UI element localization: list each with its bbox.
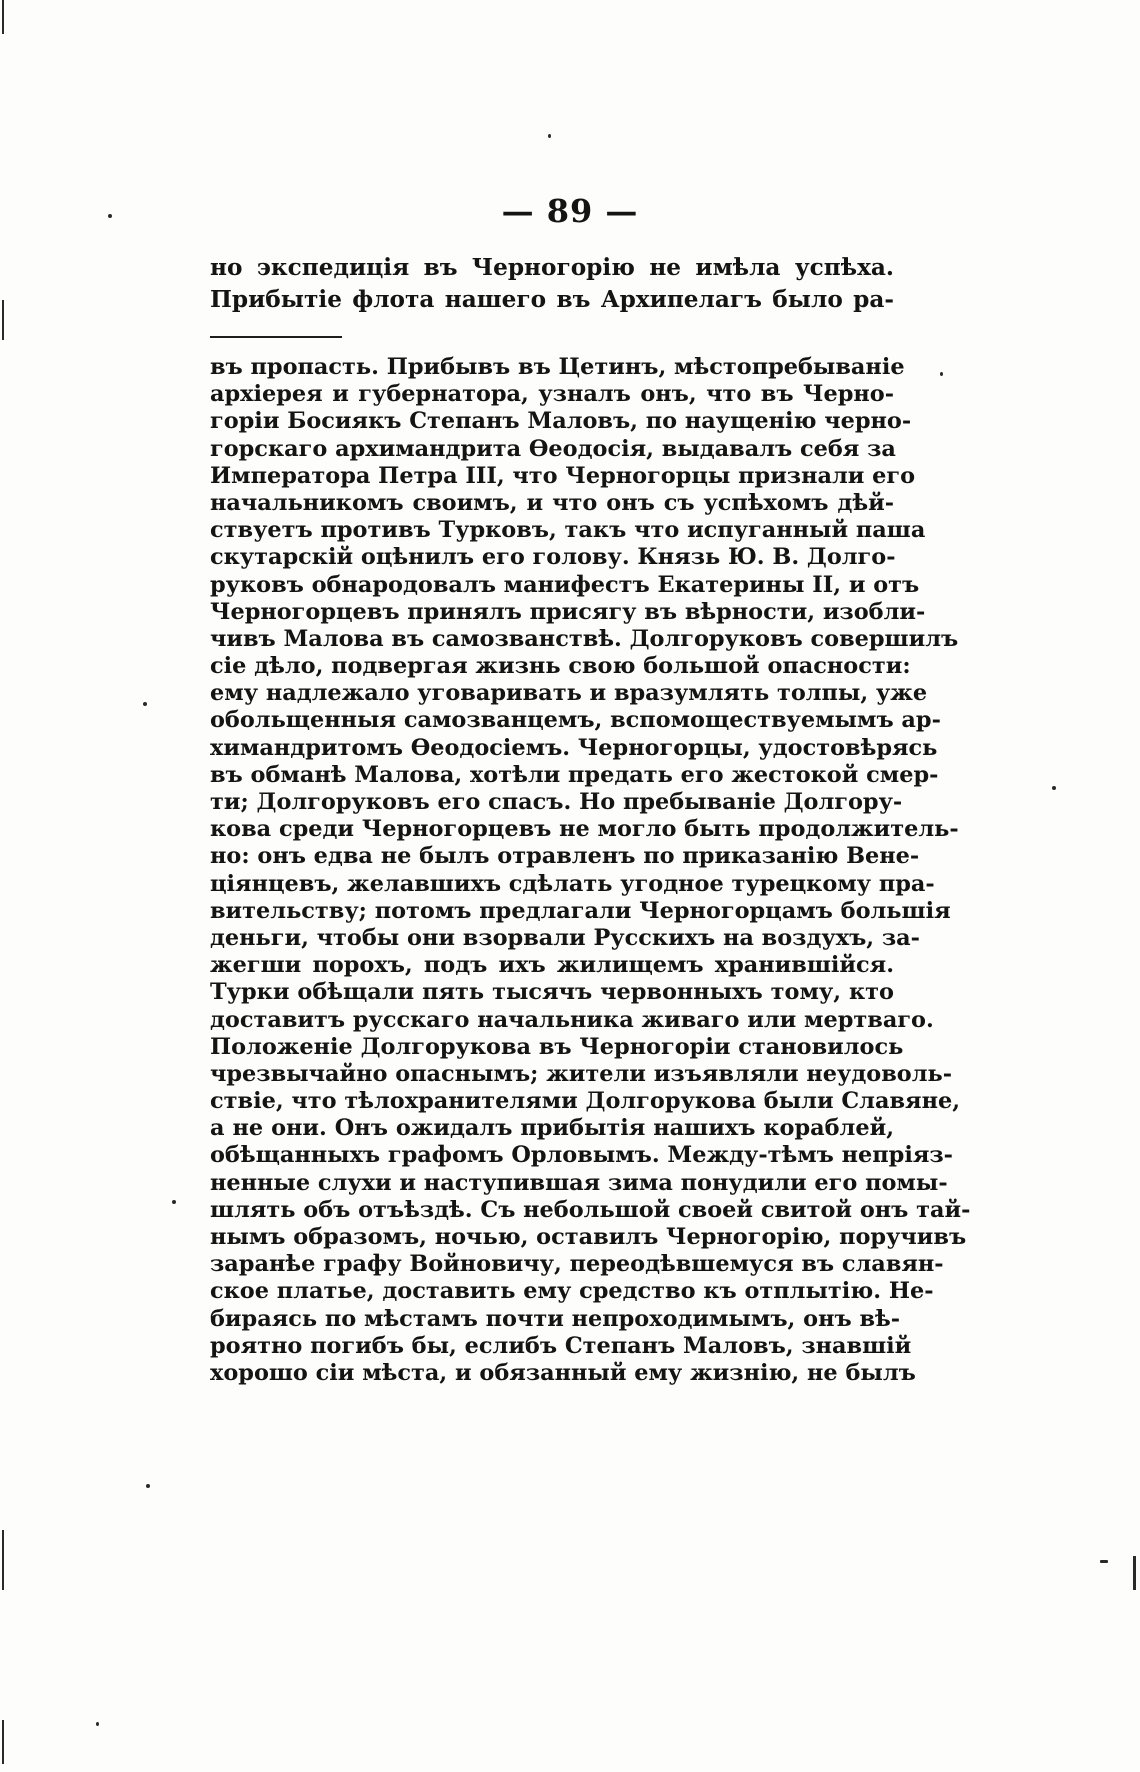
footnote-line: архіерея и губернатора, узналъ онъ, что въ Черно- bbox=[210, 381, 894, 408]
footnote-line: химандритомъ Ѳеодосіемъ. Черногорцы, удостовѣрясь bbox=[210, 734, 938, 761]
footnote-line: Черногорцевъ принялъ присягу въ вѣрности, изобли- bbox=[210, 598, 926, 625]
footnote-line: ти; Долгоруковъ его спасъ. Но пребываніе Долгору- bbox=[210, 789, 903, 815]
footnote-line: обольщенныя самозванцемъ, вспомоществуемымъ ар- bbox=[210, 707, 941, 734]
scan-edge-mark bbox=[1133, 1556, 1136, 1590]
scan-edge-mark bbox=[2, 300, 4, 340]
scan-speck bbox=[1052, 786, 1056, 790]
footnote-line: роятно погибъ бы, еслибъ Степанъ Маловъ, знавшій bbox=[210, 1332, 912, 1359]
footnote-line: начальникомъ своимъ, и что онъ съ успѣхомъ дѣй- bbox=[210, 489, 894, 516]
page-number: — 89 — bbox=[501, 192, 639, 230]
footnote-line: жегши порохъ, подъ ихъ жилищемъ хранившійся. bbox=[210, 952, 894, 979]
scan-speck bbox=[940, 372, 943, 376]
footnote-line: ское платье, доставить ему средство къ отплытію. Не- bbox=[210, 1278, 934, 1305]
scan-edge-mark bbox=[2, 1530, 4, 1590]
footnote-line: ему надлежало уговаривать и вразумлять толпы, уже bbox=[210, 680, 928, 707]
scan-speck bbox=[1100, 1560, 1108, 1563]
footnote-line: хорошо сіи мѣста, и обязанный ему жизнію, не былъ bbox=[210, 1359, 916, 1386]
footnote-line: чрезвычайно опаснымъ; жители изъявляли неудоволь- bbox=[210, 1060, 952, 1087]
scan-edge-mark bbox=[2, 0, 4, 34]
footnote-line: а не они. Онъ ожидалъ прибытія нашихъ кораблей, bbox=[210, 1115, 894, 1142]
footnote-line: деньги, чтобы они взорвали Русскихъ на воздухъ, за- bbox=[210, 924, 920, 951]
footnote-line: горіи Босиякъ Степанъ Маловъ, по наущенію черно- bbox=[210, 408, 912, 435]
scan-speck bbox=[172, 1200, 176, 1204]
footnote-line: заранѣе графу Войновичу, переодѣвшемуся въ славян- bbox=[210, 1251, 944, 1278]
text-line: но экспедиція въ Черногорію не имѣла успѣха. bbox=[210, 254, 894, 281]
scan-edge-mark bbox=[2, 1720, 4, 1764]
footnote-line: вительству; потомъ предлагали Черногорцамъ большія bbox=[210, 897, 951, 924]
footnote-line: бираясь по мѣстамъ почти непроходимымъ, онъ вѣ- bbox=[210, 1305, 901, 1332]
footnote-line: въ обманѣ Малова, хотѣли предать его жестокой смер- bbox=[210, 761, 939, 788]
text-line: Прибытіе флота нашего въ Архипелагъ было ра- bbox=[210, 286, 894, 313]
footnote-line: ненные слухи и наступившая зима понудили его помы- bbox=[210, 1169, 948, 1196]
footnote-line: ціянцевъ, желавшихъ сдѣлать угодное турецкому пра- bbox=[210, 870, 935, 897]
footnote-line: доставитъ русскаго начальника живаго или мертваго. bbox=[210, 1006, 934, 1033]
footnote-separator bbox=[210, 336, 342, 338]
footnote-line: въ пропасть. Прибывъ въ Цетинъ, мѣстопребываніе bbox=[210, 354, 905, 380]
footnote-line: сіе дѣло, подвергая жизнь свою большой опасности: bbox=[210, 653, 911, 680]
scan-speck bbox=[146, 1484, 150, 1488]
footnote-line: шлять объ отъѣздѣ. Съ небольшой своей свитой онъ тай- bbox=[210, 1196, 971, 1223]
main-text-continuation bbox=[210, 252, 894, 316]
footnote-line: руковъ обнародовалъ манифестъ Екатерины II, и отъ bbox=[210, 571, 920, 598]
scan-speck bbox=[548, 134, 551, 138]
footnote-line: чивъ Малова въ самозванствѣ. Долгоруковъ совершилъ bbox=[210, 625, 959, 652]
scan-speck bbox=[108, 214, 112, 218]
footnote-line: Императора Петра III, что Черногорцы признали его bbox=[210, 462, 916, 489]
footnote-line: ствіе, что тѣлохранителями Долгорукова были Славяне, bbox=[210, 1088, 960, 1115]
footnote-line: нымъ образомъ, ночью, оставилъ Черногорію, поручивъ bbox=[210, 1224, 967, 1250]
scan-speck bbox=[143, 702, 147, 706]
footnote-line: но: онъ едва не былъ отравленъ по приказанію Вене- bbox=[210, 843, 920, 870]
scan-speck bbox=[96, 1722, 99, 1726]
footnote-text bbox=[210, 354, 971, 1387]
footnote-line: обѣщанныхъ графомъ Орловымъ. Между-тѣмъ непріяз- bbox=[210, 1142, 953, 1169]
footnote-line: ствуетъ противъ Турковъ, такъ что испуганный паша bbox=[210, 517, 926, 544]
footnote-line: скутарскій оцѣнилъ его голову. Князь Ю. В. Долго- bbox=[210, 544, 896, 571]
footnote-line: кова среди Черногорцевъ не могло быть продолжитель- bbox=[210, 816, 959, 843]
footnote-line: Положеніе Долгорукова въ Черногоріи становилось bbox=[210, 1033, 904, 1060]
footnote-line: горскаго архимандрита Ѳеодосія, выдавалъ себя за bbox=[210, 435, 896, 462]
footnote-line: Турки обѣщали пять тысячъ червонныхъ тому, кто bbox=[210, 979, 894, 1006]
